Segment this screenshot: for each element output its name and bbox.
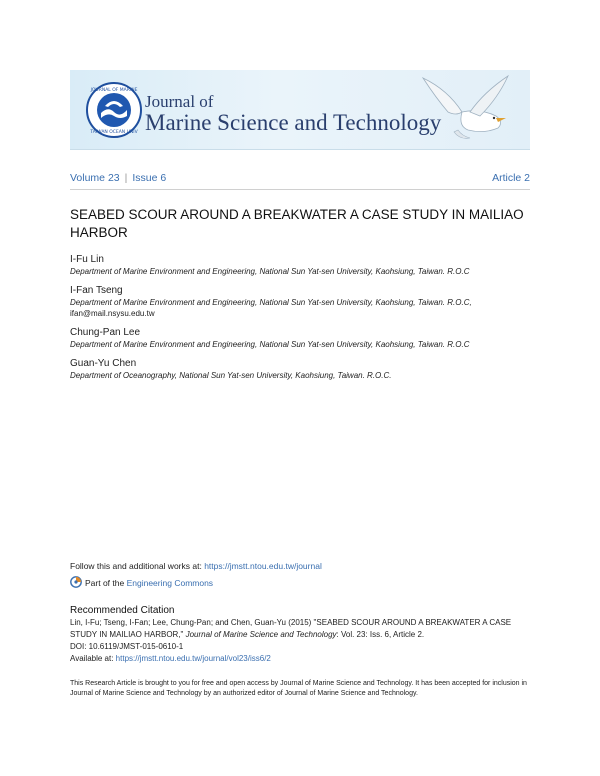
citation-doi: DOI: 10.6119/JMST-015-0610-1 [70, 642, 184, 651]
article-number-link[interactable]: Article 2 [492, 172, 530, 184]
follow-line [70, 561, 322, 571]
author-affiliation: Department of Marine Environment and Engineering, National Sun Yat-sen University, Kaohsiung, Taiwan. R.O.C [70, 340, 470, 349]
seagull-icon [418, 72, 513, 148]
logo-text-top: JOURNAL OF MARINE [90, 88, 138, 93]
author-affiliation: Department of Marine Environment and Engineering, National Sun Yat-sen University, Kaohsiung, Taiwan. R.O.C [70, 267, 470, 276]
author-block [70, 253, 540, 277]
citation-line-2 [70, 629, 530, 641]
journal-title-prefix: Journal of [145, 92, 214, 111]
volume-link[interactable]: Volume 23 [70, 172, 120, 184]
author-name: Chung-Pan Lee [70, 327, 141, 338]
journal-banner [70, 70, 530, 150]
citation-available [70, 653, 530, 665]
journal-url-link[interactable]: https://jmstt.ntou.edu.tw/journal [204, 561, 322, 571]
author-email: ifan@mail.nsysu.edu.tw [70, 309, 155, 318]
citation-line-1: Lin, I-Fu; Tseng, I-Fan; Lee, Chung-Pan; and Chen, Guan-Yu (2015) "SEABED SCOUR AROUND A BREAKWATER A CASE [70, 618, 512, 627]
part-of-line [70, 576, 213, 588]
citation-journal: Journal of Marine Science and Technology [185, 630, 337, 639]
author-name: I-Fu Lin [70, 254, 104, 265]
engineering-commons-link[interactable]: Engineering Commons [126, 578, 214, 588]
issue-link[interactable]: Issue 6 [132, 172, 167, 184]
journal-logo-icon [86, 82, 142, 138]
commons-network-icon [70, 576, 82, 588]
author-block [70, 284, 540, 319]
article-title: SEABED SCOUR AROUND A BREAKWATER A CASE STUDY IN MAILIAO HARBOR [70, 207, 524, 240]
issue-separator: | [124, 172, 128, 184]
logo-text-bottom: TAIWAN OCEAN UNIV [90, 130, 138, 135]
author-block [70, 326, 540, 350]
citation-heading: Recommended Citation [70, 605, 175, 616]
open-access-notice: This Research Article is brought to you for free and open access by Journal of Marine Science and Technology. It has been accepted for inclusion in Journal of Marine Science and Technology by an authorized editor of Journal of Marine Science and Technology. [70, 680, 527, 697]
follow-text: Follow this and additional works at: [70, 561, 205, 571]
journal-title: Marine Science and Technology [145, 110, 442, 135]
author-affiliation: Department of Oceanography, National Sun Yat-sen University, Kaohsiung, Taiwan. R.O.C. [70, 371, 392, 380]
part-of-text: Part of the [85, 578, 127, 588]
article-url-link[interactable]: https://jmstt.ntou.edu.tw/journal/vol23/iss6/2 [115, 654, 271, 663]
citation-title-end: STUDY IN MAILIAO HARBOR," [70, 630, 186, 639]
author-name: I-Fan Tseng [70, 285, 123, 296]
author-affiliation: Department of Marine Environment and Engineering, National Sun Yat-sen University, Kaohsiung, Taiwan. R.O.C, [70, 298, 472, 307]
author-block [70, 357, 540, 381]
citation-volume: : Vol. 23: Iss. 6, Article 2. [336, 630, 425, 639]
divider [70, 189, 530, 190]
issue-info-row [70, 172, 530, 184]
author-name: Guan-Yu Chen [70, 358, 137, 369]
citation-body [70, 617, 530, 665]
available-label: Available at: [70, 654, 116, 663]
